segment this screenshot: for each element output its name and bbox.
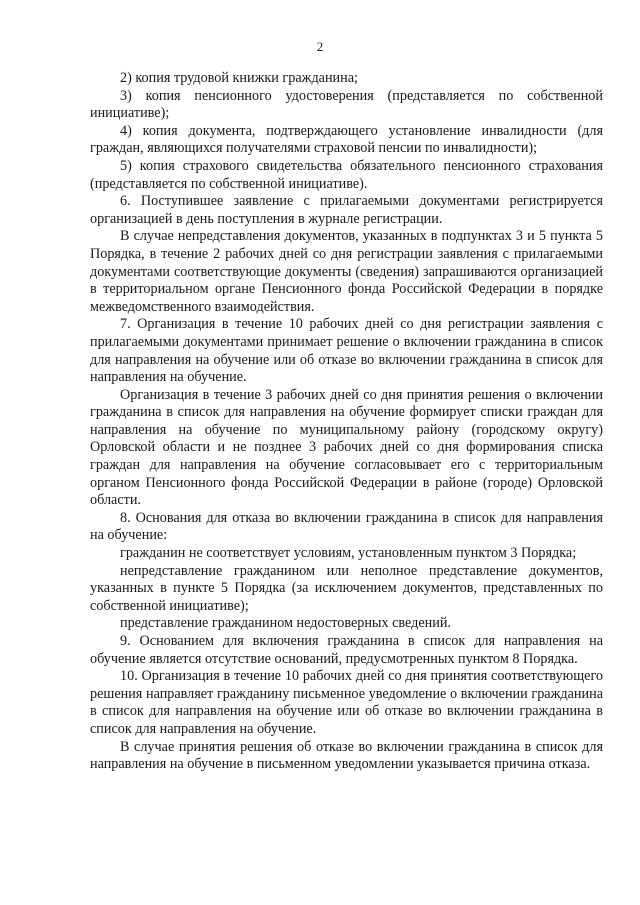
paragraph-clause-8: 8. Основания для отказа во включении гражданина в список для направления на обучение: xyxy=(90,509,603,544)
paragraph-clause-9: 9. Основанием для включения гражданина в список для направления на обучение является отсутствие оснований, предусмотренных пунктом 8 Порядка. xyxy=(90,633,603,667)
paragraph-clause-6-continued: В случае непредставления документов, указанных в подпунктах 3 и 5 пункта 5 Порядка, в течение 2 рабочих дней со дня регистрации заявления с прилагаемыми документами соответствующие документы (сведения) запрашиваются организацией в территориальном органе Пенсионного фонда Российской Федерации в порядке межведомственного взаимодействия. xyxy=(90,228,603,315)
paragraph-clause-8-ground-3: представление гражданином недостоверных сведений. xyxy=(120,615,451,632)
paragraph-clause-7: 7. Организация в течение 10 рабочих дней со дня регистрации заявления с прилагаемыми документами принимает решение о включении гражданина в список для направления на обучение или об отказе во включении гражданина в список для направления на обучение. xyxy=(90,316,603,386)
paragraph-item-4: 4) копия документа, подтверждающего установление инвалидности (для граждан, являющихся получателями страховой пенсии по инвалидности); xyxy=(90,122,603,157)
paragraph-clause-7-continued: Организация в течение 3 рабочих дней со дня принятия решения о включении гражданина в список для направления на обучение формирует списки граждан для направления на обучение по муниципальному району (городскому округу) Орловской области и не позднее 3 рабочих дней со дня формирования списка граждан для направления на обучение согласовывает его с территориальным органом Пенсионного фонда Российской Федерации в районе (городе) Орловской области. xyxy=(90,386,603,509)
paragraph-item-5: 5) копия страхового свидетельства обязательного пенсионного страхования (представляется по собственной инициативе). xyxy=(90,157,603,192)
paragraph-clause-10: 10. Организация в течение 10 рабочих дней со дня принятия соответствующего решения направляет гражданину письменное уведомление о включении гражданина в список для направления на обучение или об отказе во включении гражданина в список для направления на обучение. xyxy=(90,668,603,737)
paragraph-clause-8-ground-2: непредставление гражданином или неполное представление документов, указанных в пункте 5 Порядка (за исключением документов, представленных по собственной инициативе); xyxy=(90,562,603,614)
paragraph-clause-6: 6. Поступившее заявление с прилагаемыми документами регистрируется организацией в день поступления в журнале регистрации. xyxy=(90,193,603,227)
page-number: 2 xyxy=(316,39,324,54)
paragraph-item-2: 2) копия трудовой книжки гражданина; xyxy=(120,70,358,86)
paragraph-clause-8-ground-1: гражданин не соответствует условиям, установленным пунктом 3 Порядка; xyxy=(120,545,577,562)
document-body xyxy=(90,70,603,774)
paragraph-item-3: 3) копия пенсионного удостоверения (представляется по собственной инициативе); xyxy=(90,87,603,122)
paragraph-clause-10-continued: В случае принятия решения об отказе во включении гражданина в список для направления на обучение в письменном уведомлении указывается причина отказа. xyxy=(90,738,603,773)
